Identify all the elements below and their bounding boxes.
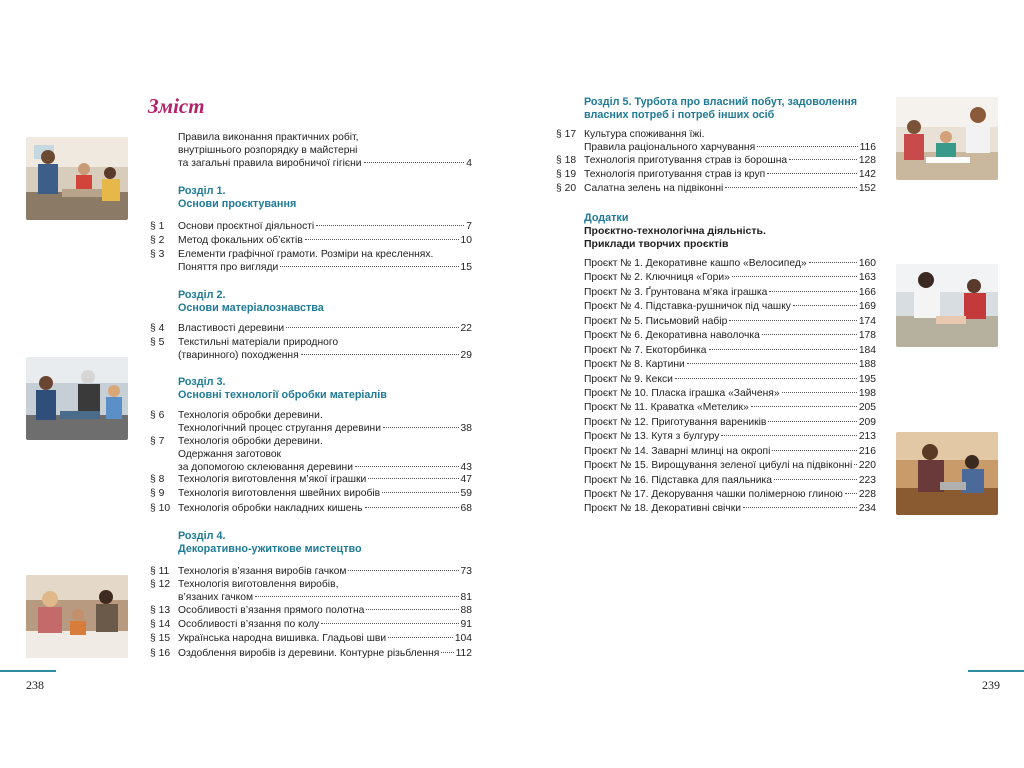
toc-page: 152 [858, 183, 876, 194]
toc-text: Технологія виготовлення швейних виробів [178, 488, 381, 499]
toc-num: § 1 [150, 221, 165, 232]
section-subtitle: Основи проєктування [178, 198, 297, 210]
toc-text: Особливості в’язання по колу [178, 619, 320, 630]
leader-dots [388, 637, 453, 638]
toc-entry[interactable] [556, 182, 876, 195]
leader-dots [255, 596, 458, 597]
toc-page: 38 [460, 423, 472, 434]
toc-text: (тваринного) походження [178, 350, 299, 361]
toc-page: 47 [460, 474, 472, 485]
leader-dots [768, 421, 856, 422]
section-heading-4[interactable] [178, 530, 472, 556]
toc-page: 163 [858, 272, 876, 284]
section-title: Розділ 4. [178, 530, 226, 542]
toc-page: 228 [858, 489, 876, 500]
projects-list [584, 257, 876, 517]
leader-dots [729, 320, 857, 321]
project-entry[interactable] [584, 286, 876, 300]
project-entry[interactable] [584, 401, 876, 415]
toc-text: Поняття про вигляди [178, 262, 279, 273]
toc-num: § 18 [556, 155, 577, 166]
toc-text: Проєкт № 3. Ґрунтована м’яка іграшка [584, 286, 768, 298]
toc-page: 198 [858, 387, 876, 399]
toc-text: Проєкт № 16. Підставка для паяльника [584, 474, 772, 486]
leader-dots [721, 435, 856, 436]
toc-text: Технологія в’язання виробів гачком [178, 566, 347, 577]
toc-num: § 12 [150, 579, 171, 590]
toc-text: Правила раціонального харчування [584, 142, 756, 153]
toc-text: Текстильні матеріали природного [178, 337, 339, 348]
leader-dots [854, 464, 857, 465]
toc-text: Проєкт № 14. Заварні млинці на окропі [584, 445, 771, 457]
leader-dots [355, 466, 459, 467]
toc-text: Проєкт № 15. Вирощування зеленої цибулі на підвіконні [584, 460, 853, 472]
toc-page: 4 [466, 158, 472, 169]
leader-dots [321, 623, 458, 624]
page-rule-right [968, 670, 1024, 672]
leader-dots [709, 349, 857, 350]
leader-dots [725, 187, 856, 188]
leader-dots [769, 291, 857, 292]
toc-page: 188 [858, 359, 876, 371]
toc-page: 174 [858, 315, 876, 327]
toc-page: 223 [858, 474, 876, 486]
toc-text: Метод фокальних об’єктів [178, 235, 303, 246]
page-number-right: 239 [982, 678, 1000, 692]
toc-num: § 8 [150, 474, 165, 485]
leader-dots [772, 450, 856, 451]
leader-dots [809, 262, 857, 263]
toc-page: 213 [858, 431, 876, 443]
toc-text: Технологія виготовлення виробів, [178, 579, 339, 590]
toc-page: 91 [460, 619, 472, 630]
toc-num: § 5 [150, 337, 165, 348]
toc-text: Культура споживання їжі. [584, 129, 705, 140]
toc-entry[interactable] [150, 647, 472, 660]
toc-num: § 4 [150, 323, 165, 334]
toc-num: § 7 [150, 436, 165, 447]
toc-page: 7 [466, 221, 472, 232]
project-entry[interactable] [584, 329, 876, 343]
toc-text: Проєкт № 18. Декоративні свічки [584, 503, 741, 515]
toc-text: Оздоблення виробів із деревини. Контурне різьблення [178, 648, 440, 659]
toc-entry[interactable] [150, 248, 472, 274]
leader-dots [383, 427, 459, 428]
leader-dots [365, 507, 459, 508]
toc-num: § 19 [556, 169, 577, 180]
section-title: Розділ 5. Турбота про власний побут, задоволення [584, 96, 858, 108]
project-entry[interactable] [584, 300, 876, 314]
toc-entry[interactable] [556, 154, 876, 167]
toc-entry[interactable] [150, 604, 472, 617]
section-heading-5[interactable] [584, 96, 884, 122]
project-entry[interactable] [584, 416, 876, 430]
toc-page: 88 [460, 605, 472, 616]
leader-dots [348, 570, 458, 571]
leader-dots [782, 392, 857, 393]
toc-page: 205 [858, 402, 876, 414]
leader-dots [789, 159, 857, 160]
leader-dots [757, 146, 857, 147]
toc-num: § 15 [150, 633, 171, 644]
toc-entry[interactable] [150, 234, 472, 247]
toc-text: Технологія приготування страв із круп [584, 169, 766, 180]
project-entry[interactable] [584, 459, 876, 473]
toc-page: 220 [858, 460, 876, 472]
toc-num: § 14 [150, 619, 171, 630]
photo-classroom-robotics [26, 357, 128, 440]
toc-text: Технологія приготування страв із борошна [584, 155, 788, 166]
toc-text: Проєкт № 12. Приготування вареників [584, 416, 767, 428]
project-entry[interactable] [584, 502, 876, 516]
toc-page: 15 [460, 262, 472, 273]
toc-entry[interactable] [150, 502, 472, 515]
toc-text: Технологія обробки деревини. [178, 436, 323, 447]
photo-cooking-family [896, 97, 998, 180]
toc-num: § 3 [150, 249, 165, 260]
toc-text: Проєкт № 10. Пласка іграшка «Зайченя» [584, 387, 780, 399]
page-number-left: 238 [26, 678, 44, 692]
toc-page: 234 [858, 503, 876, 515]
toc-intro[interactable] [178, 131, 472, 170]
toc-num: § 2 [150, 235, 165, 246]
project-entry[interactable] [584, 387, 876, 401]
toc-text: та загальні правила виробничої гігієни [178, 158, 362, 169]
leader-dots [774, 479, 857, 480]
project-entry[interactable] [584, 315, 876, 329]
toc-page: 73 [460, 566, 472, 577]
toc-entry[interactable] [150, 487, 472, 500]
section-subtitle: власних потреб і потреб інших осіб [584, 109, 775, 121]
toc-text: Основи проєктної діяльності [178, 221, 315, 232]
toc-text: Проєкт № 8. Картини [584, 359, 685, 371]
leader-dots [364, 162, 465, 163]
page-title: Зміст [148, 94, 205, 118]
toc-text: Елементи графічної грамоти. Розміри на кресленнях. [178, 249, 434, 260]
toc-text: Проєкт № 5. Письмовий набір [584, 315, 728, 327]
leader-dots [751, 406, 857, 407]
toc-page: 112 [455, 648, 472, 659]
leader-dots [762, 334, 857, 335]
toc-page: 178 [858, 330, 876, 342]
page-rule-left [0, 670, 56, 672]
toc-num: § 16 [150, 648, 171, 659]
photo-crafting-group [26, 575, 128, 658]
section-heading-3[interactable] [178, 376, 472, 402]
photo-sewing-girls [896, 264, 998, 347]
toc-text: Правила виконання практичних робіт, [178, 132, 359, 143]
toc-entry[interactable] [150, 632, 472, 645]
toc-num: § 10 [150, 503, 171, 514]
leader-dots [382, 492, 458, 493]
toc-page: 22 [460, 323, 472, 334]
appendix-heading[interactable] [584, 212, 884, 251]
leader-dots [687, 363, 857, 364]
toc-page: 184 [858, 344, 876, 356]
toc-num: § 9 [150, 488, 165, 499]
section-heading-2[interactable] [178, 289, 472, 315]
toc-num: § 11 [150, 566, 170, 577]
leader-dots [286, 327, 458, 328]
toc-page: 142 [858, 169, 876, 180]
toc-text: Проєкт № 2. Ключниця «Гори» [584, 272, 730, 284]
project-entry[interactable] [584, 445, 876, 459]
section-title: Розділ 3. [178, 376, 226, 388]
photo-workshop-teacher [26, 137, 128, 220]
toc-text: Технологія обробки деревини. [178, 410, 323, 421]
toc-text: внутрішнього розпорядку в майстерні [178, 145, 358, 156]
toc-num: § 17 [556, 129, 577, 140]
toc-num: § 6 [150, 410, 165, 421]
toc-page: 128 [858, 155, 876, 166]
section-heading-1[interactable] [178, 185, 472, 211]
project-entry[interactable] [584, 271, 876, 285]
toc-text: Проєкт № 13. Кутя з булгуру [584, 431, 720, 443]
section-title: Розділ 1. [178, 185, 226, 197]
section-subtitle: Декоративно-ужиткове мистецтво [178, 543, 362, 555]
toc-page: 169 [858, 301, 876, 313]
section-subtitle: Основи матеріалознавства [178, 302, 324, 314]
leader-dots [675, 378, 857, 379]
toc-entry[interactable] [556, 128, 876, 154]
toc-page: 216 [858, 445, 876, 457]
toc-page: 209 [858, 416, 876, 428]
toc-page: 43 [460, 462, 472, 473]
toc-text: Проєкт № 7. Екоторбинка [584, 344, 707, 356]
toc-text: Проєкт № 1. Декоративне кашпо «Велосипед» [584, 258, 807, 269]
toc-entry[interactable] [150, 322, 472, 335]
toc-page: 160 [858, 258, 876, 269]
section-title: Розділ 2. [178, 289, 226, 301]
toc-page: 29 [460, 350, 472, 361]
toc-text: Салатна зелень на підвіконні [584, 183, 724, 194]
project-entry[interactable] [584, 344, 876, 358]
leader-dots [767, 173, 857, 174]
section-title: Додатки [584, 212, 629, 224]
toc-page: 68 [460, 503, 472, 514]
toc-page: 10 [460, 235, 472, 246]
toc-entry[interactable] [150, 473, 472, 486]
toc-entry[interactable] [556, 168, 876, 181]
toc-text: за допомогою склеювання деревини [178, 462, 353, 473]
toc-text: Проєкт № 6. Декоративна наволочка [584, 330, 760, 342]
toc-text: Проєкт № 9. Кекси [584, 373, 673, 385]
toc-page: 104 [454, 633, 472, 644]
toc-text: Особливості в’язання прямого полотна [178, 605, 365, 616]
leader-dots [845, 493, 857, 494]
toc-page: 59 [460, 488, 472, 499]
toc-entry[interactable] [150, 618, 472, 631]
project-entry[interactable] [584, 430, 876, 444]
project-entry[interactable] [584, 358, 876, 372]
toc-text: Технологія виготовлення м’якої іграшки [178, 474, 367, 485]
toc-page: 116 [859, 142, 876, 153]
leader-dots [305, 239, 459, 240]
project-entry[interactable] [584, 257, 876, 271]
photo-woodwork-boy [896, 432, 998, 515]
toc-entry[interactable] [150, 220, 472, 233]
leader-dots [316, 225, 464, 226]
toc-text: Проєкт № 11. Краватка «Метелик» [584, 402, 749, 414]
section-subtitle: Проєктно-технологічна діяльність. [584, 225, 766, 237]
toc-entry[interactable] [150, 336, 472, 362]
section-subtitle: Основні технології обробки матеріалів [178, 389, 387, 401]
leader-dots [366, 609, 458, 610]
leader-dots [368, 478, 458, 479]
leader-dots [743, 507, 857, 508]
toc-text: Українська народна вишивка. Гладьові шви [178, 633, 387, 644]
toc-entry[interactable] [150, 578, 472, 604]
toc-entry[interactable] [150, 435, 472, 474]
toc-text: Проєкт № 4. Підставка-рушничок під чашку [584, 301, 791, 313]
leader-dots [301, 354, 459, 355]
leader-dots [732, 276, 857, 277]
toc-page: 166 [858, 286, 876, 298]
toc-text: Технологія обробки накладних кишень [178, 503, 363, 514]
toc-page: 195 [858, 373, 876, 385]
toc-num: § 13 [150, 605, 171, 616]
leader-dots [441, 652, 453, 653]
section-subtitle: Приклади творчих проєктів [584, 238, 729, 250]
toc-text: Проєкт № 17. Декорування чашки полімерною глиною [584, 489, 843, 500]
toc-text: Властивості деревини [178, 323, 285, 334]
toc-entry[interactable] [150, 565, 472, 578]
leader-dots [280, 266, 458, 267]
toc-text: Одержання заготовок [178, 449, 282, 460]
toc-text: Технологічний процес стругання деревини [178, 423, 381, 434]
toc-num: § 20 [556, 183, 577, 194]
leader-dots [793, 305, 857, 306]
project-entry[interactable] [584, 373, 876, 387]
toc-text: в’язаних гачком [178, 592, 254, 603]
toc-page: 81 [460, 592, 472, 603]
project-entry[interactable] [584, 474, 876, 488]
project-entry[interactable] [584, 488, 876, 502]
toc-entry[interactable] [150, 409, 472, 435]
